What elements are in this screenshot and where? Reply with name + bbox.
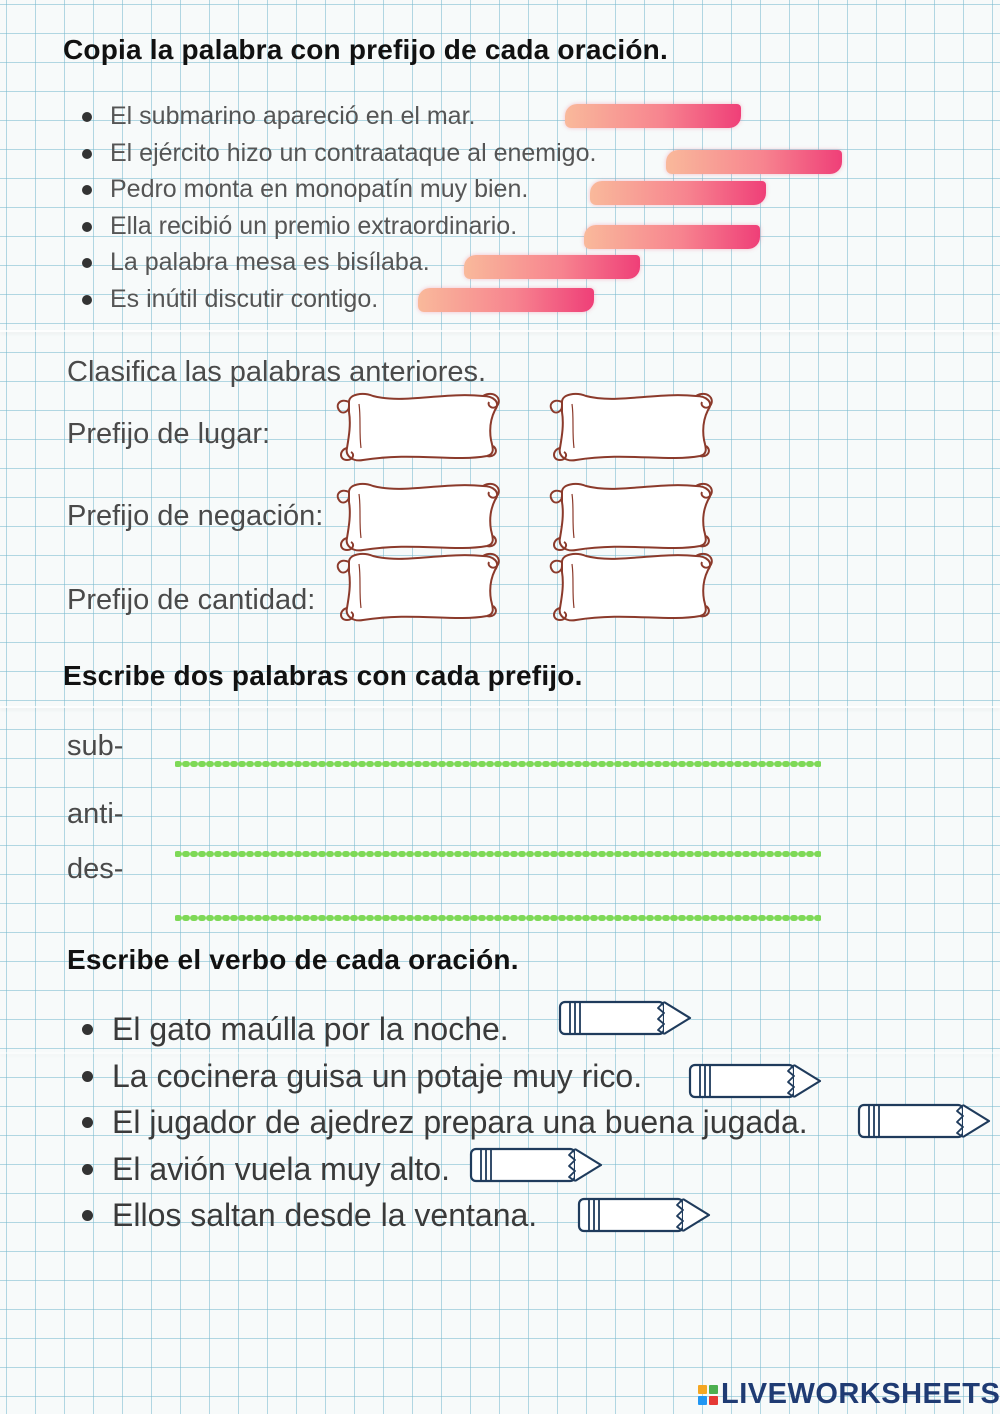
liveworksheets-logo [698, 1378, 1000, 1411]
answer-field-1[interactable] [565, 104, 741, 128]
section1-title: Copia la palabra con prefijo de cada oración. [63, 34, 668, 65]
prefix-lugar-label: Prefijo de lugar: [67, 418, 271, 450]
scroll-answer-negacion-2[interactable] [546, 478, 716, 556]
answer-field-4[interactable] [584, 225, 760, 249]
section4-title: Escribe el verbo de cada oración. [67, 944, 519, 975]
list-item: Ella recibió un premio extraordinario. [80, 208, 596, 245]
logo-tile [709, 1385, 718, 1394]
liveworksheets-brand-text: LIVEWORKSHEETS [721, 1378, 1000, 1410]
logo-tile [698, 1385, 707, 1394]
scroll-answer-negacion-1[interactable] [333, 478, 503, 556]
list-item: El avión vuela muy alto. [80, 1146, 808, 1193]
list-item: El gato maúlla por la noche. [80, 1006, 808, 1053]
pencil-answer-field-1[interactable] [558, 999, 694, 1037]
paper-fold [0, 330, 1000, 332]
prefix-cantidad-label: Prefijo de cantidad: [67, 584, 316, 616]
prefix-negacion-label: Prefijo de negación: [67, 500, 324, 532]
prefix-des-label: des- [67, 853, 124, 885]
scroll-answer-cantidad-2[interactable] [546, 548, 716, 626]
list-item: Pedro monta en monopatín muy bien. [80, 171, 596, 208]
scroll-answer-lugar-2[interactable] [546, 388, 716, 466]
pencil-answer-field-5[interactable] [577, 1196, 713, 1234]
list-item: Es inútil discutir contigo. [80, 281, 596, 318]
list-item: La cocinera guisa un potaje muy rico. [80, 1053, 808, 1100]
scroll-answer-lugar-1[interactable] [333, 388, 503, 466]
list-item: El ejército hizo un contraataque al enemigo. [80, 135, 596, 172]
prefix-sub-label: sub- [67, 730, 124, 762]
list-item: Ellos saltan desde la ventana. [80, 1192, 808, 1239]
list-item: El submarino apareció en el mar. [80, 98, 596, 135]
dotted-answer-line-sub[interactable] [175, 757, 821, 771]
list-item: El jugador de ajedrez prepara una buena jugada. [80, 1099, 808, 1146]
dotted-answer-line-des[interactable] [175, 911, 821, 925]
prefix-anti-label: anti- [67, 798, 124, 830]
pencil-answer-field-4[interactable] [469, 1146, 605, 1184]
answer-field-3[interactable] [590, 181, 766, 205]
list-item: La palabra mesa es bisílaba. [80, 244, 596, 281]
answer-field-2[interactable] [666, 150, 842, 174]
answer-field-6[interactable] [418, 288, 594, 312]
section1-sentence-list [80, 98, 596, 318]
pencil-answer-field-3[interactable] [857, 1102, 993, 1140]
dotted-answer-line-anti[interactable] [175, 847, 821, 861]
scroll-answer-cantidad-1[interactable] [333, 548, 503, 626]
liveworksheets-logo-icon [698, 1385, 718, 1405]
logo-tile [709, 1396, 718, 1405]
logo-tile [698, 1396, 707, 1405]
answer-field-5[interactable] [464, 255, 640, 279]
pencil-answer-field-2[interactable] [688, 1062, 824, 1100]
section2-instruction: Clasifica las palabras anteriores. [67, 356, 487, 388]
section3-title: Escribe dos palabras con cada prefijo. [63, 660, 583, 691]
paper-fold [0, 706, 1000, 708]
